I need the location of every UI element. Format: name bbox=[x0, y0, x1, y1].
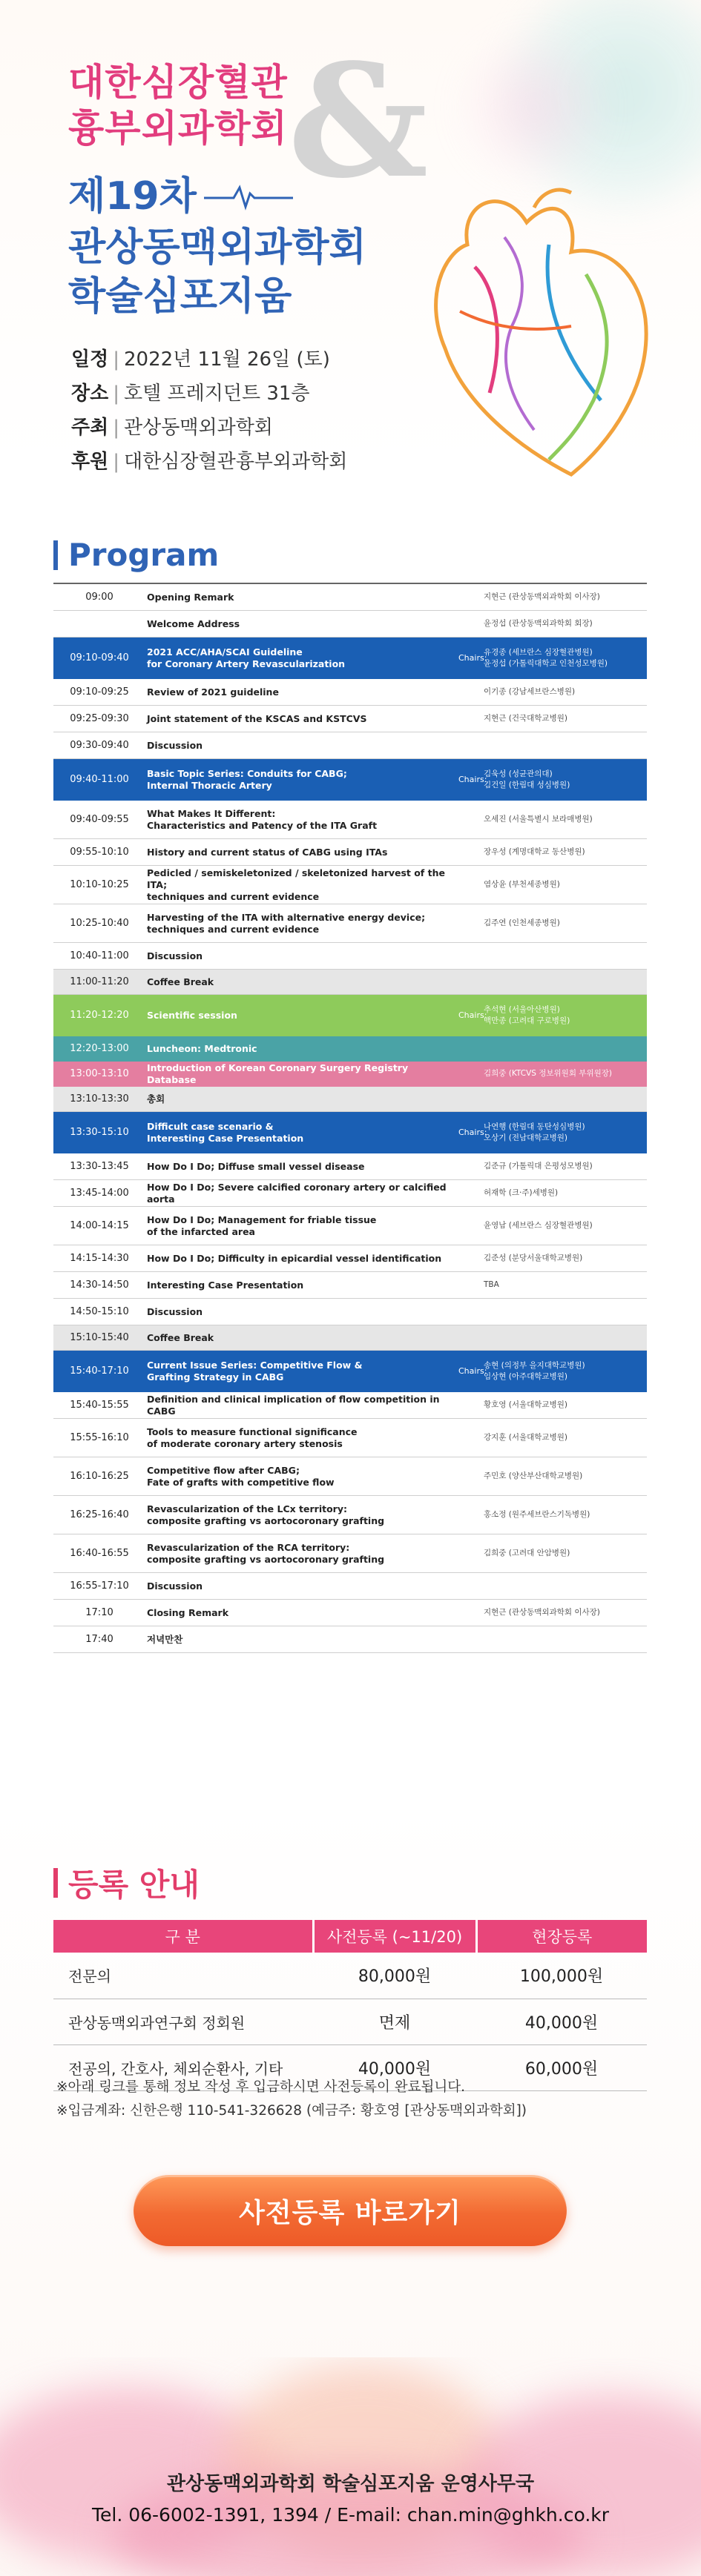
program-row bbox=[53, 638, 647, 679]
program-row bbox=[53, 1272, 647, 1299]
program-row bbox=[53, 1626, 647, 1653]
program-time: 14:30-14:50 bbox=[70, 1279, 129, 1291]
program-speaker: 추석현 (서울아산병원) 백만종 (고려대 구로병원) bbox=[484, 1004, 570, 1025]
program-row bbox=[53, 1062, 647, 1087]
program-row bbox=[53, 1496, 647, 1534]
registration-table bbox=[53, 1920, 647, 2091]
program-session: Basic Topic Series: Conduits for CABG; Internal Thoracic Artery bbox=[147, 767, 347, 791]
program-time: 10:10-10:25 bbox=[70, 879, 129, 890]
program-time: 09:30-09:40 bbox=[70, 740, 129, 751]
program-time: 15:40-15:55 bbox=[70, 1400, 129, 1411]
program-row bbox=[53, 801, 647, 839]
organizer-line-1: 대한심장혈관 bbox=[68, 61, 288, 104]
footer-watercolor bbox=[0, 2357, 701, 2576]
program-time: 09:40-09:55 bbox=[70, 814, 129, 825]
program-speaker: 주민호 (양산부산대학교병원) bbox=[484, 1471, 583, 1480]
note-line: ※입금계좌: 신한은행 110-541-326628 (예금주: 황호영 [관상동맥외과학회]) bbox=[56, 2103, 527, 2119]
header-pre-registration: 사전등록 (~11/20) bbox=[313, 1920, 476, 1953]
program-time: 09:00 bbox=[85, 592, 113, 603]
program-time: 17:40 bbox=[85, 1634, 113, 1645]
program-speaker bbox=[484, 1637, 647, 1643]
program-speaker: 황호영 (서울대학교병원) bbox=[484, 1400, 567, 1409]
program-time: 16:10-16:25 bbox=[70, 1471, 129, 1482]
program-row bbox=[53, 995, 647, 1036]
program-speaker bbox=[484, 953, 647, 959]
program-session: Discussion bbox=[147, 1305, 203, 1317]
program-row bbox=[53, 1299, 647, 1325]
watercolor-decoration bbox=[456, 30, 612, 185]
program-row bbox=[53, 1325, 647, 1351]
program-session: Revascularization of the RCA territory: composite grafting vs aortocoronary grafting bbox=[147, 1541, 385, 1565]
header-onsite-registration: 현장등록 bbox=[476, 1920, 647, 1953]
registration-section-title: 등록 안내 bbox=[53, 1861, 200, 1905]
fee-pre: 면제 bbox=[313, 1999, 476, 2044]
program-chairs-label: Chairs: bbox=[458, 1366, 487, 1376]
program-row bbox=[53, 1112, 647, 1153]
program-chairs-label: Chairs: bbox=[458, 1010, 487, 1020]
program-table bbox=[53, 583, 647, 1653]
program-speaker: 염상윤 (부천세종병원) bbox=[484, 880, 560, 889]
program-row bbox=[53, 1036, 647, 1062]
program-session: Introduction of Korean Coronary Surgery Registry Database bbox=[147, 1062, 409, 1085]
fee-pre: 80,000원 bbox=[313, 1953, 476, 1999]
program-row bbox=[53, 706, 647, 732]
fee-onsite: 40,000원 bbox=[476, 1999, 647, 2044]
program-speaker bbox=[484, 1335, 647, 1341]
title-line-3: 학술심포지움 bbox=[68, 274, 292, 319]
program-session: Scientific session bbox=[147, 1009, 237, 1021]
program-row bbox=[53, 1153, 647, 1180]
fee-onsite: 60,000원 bbox=[476, 2044, 647, 2090]
program-session: Pedicled / semiskeletonized / skeletonized harvest of the ITA; techniques and current evidence bbox=[147, 867, 445, 902]
program-speaker bbox=[484, 979, 647, 985]
program-time: 14:00-14:15 bbox=[70, 1220, 129, 1231]
program-session: Definition and clinical implication of flow competition in CABG bbox=[147, 1393, 440, 1417]
table-row bbox=[53, 1999, 647, 2044]
program-time: 13:30-15:10 bbox=[70, 1127, 129, 1138]
program-row bbox=[53, 904, 647, 943]
program-time: 11:00-11:20 bbox=[70, 976, 129, 987]
program-time: 14:50-15:10 bbox=[70, 1306, 129, 1317]
title-line-1: 제19차 bbox=[68, 172, 366, 223]
program-chairs-label: Chairs: bbox=[458, 775, 487, 784]
pre-registration-button[interactable]: 사전등록 바로가기 bbox=[134, 2175, 567, 2246]
program-session: How Do I Do; Difficulty in epicardial vessel identification bbox=[147, 1252, 442, 1264]
program-row bbox=[53, 611, 647, 638]
program-speaker bbox=[484, 1309, 647, 1315]
program-session: What Makes It Different: Characteristics and Patency of the ITA Graft bbox=[147, 807, 378, 831]
program-row bbox=[53, 1087, 647, 1112]
program-session: 2021 ACC/AHA/SCAI Guideline for Coronary Artery Revascularization bbox=[147, 646, 346, 669]
program-row bbox=[53, 732, 647, 759]
program-time: 16:55-17:10 bbox=[70, 1580, 129, 1592]
program-speaker: 송현 (의정부 을지대학교병원) 임상현 (아주대학교병원) bbox=[484, 1360, 585, 1381]
footer-contact: Tel. 06-6002-1391, 1394 / E-mail: chan.min@ghkh.co.kr bbox=[91, 2504, 610, 2526]
program-speaker: 유경종 (세브란스 심장혈관병원) 윤정섭 (가톨릭대학교 인천성모병원) bbox=[484, 647, 608, 668]
fee-pre: 40,000원 bbox=[313, 2044, 476, 2090]
program-speaker bbox=[484, 1583, 647, 1589]
program-speaker: 김희중 (고려대 안암병원) bbox=[484, 1549, 570, 1557]
program-speaker bbox=[484, 1096, 647, 1102]
program-session: Difficult case scenario & Interesting Case Presentation bbox=[147, 1120, 304, 1144]
program-speaker: TBA bbox=[484, 1280, 499, 1289]
program-session: Coffee Break bbox=[147, 976, 214, 987]
program-session: Coffee Break bbox=[147, 1331, 214, 1343]
event-title bbox=[68, 172, 366, 321]
program-time: 10:25-10:40 bbox=[70, 918, 129, 929]
info-host: 주최 | 관상동맥외과학회 bbox=[71, 417, 273, 439]
program-row bbox=[53, 759, 647, 801]
program-session: Discussion bbox=[147, 1580, 203, 1592]
program-time: 15:55-16:10 bbox=[70, 1432, 129, 1443]
program-row bbox=[53, 1207, 647, 1245]
fee-category: 전문의 bbox=[53, 1953, 313, 1999]
fee-onsite: 100,000원 bbox=[476, 1953, 647, 1999]
ecg-icon bbox=[204, 174, 293, 223]
program-session: Welcome Address bbox=[147, 617, 240, 629]
program-speaker: 지현근 (건국대학교병원) bbox=[484, 714, 567, 723]
program-time: 09:25-09:30 bbox=[70, 713, 129, 724]
program-time: 15:40-17:10 bbox=[70, 1365, 129, 1377]
header bbox=[0, 0, 701, 519]
program-time: 11:20-12:20 bbox=[70, 1010, 129, 1021]
program-session: Current Issue Series: Competitive Flow & Grafting Strategy in CABG bbox=[147, 1359, 363, 1383]
program-session: Closing Remark bbox=[147, 1606, 229, 1618]
event-info bbox=[71, 342, 347, 479]
program-row bbox=[53, 1419, 647, 1457]
program-time: 13:30-13:45 bbox=[70, 1161, 129, 1172]
program-speaker: 지현근 (관상동맥외과학회 이사장) bbox=[484, 592, 600, 601]
note-line: ※아래 링크를 통해 정보 작성 후 입금하시면 사전등록이 완료됩니다. bbox=[56, 2079, 465, 2095]
program-session: 저녁만찬 bbox=[147, 1633, 183, 1645]
program-row bbox=[53, 1600, 647, 1626]
program-speaker: 오세진 (서울특별시 보라매병원) bbox=[484, 815, 593, 824]
program-row bbox=[53, 1573, 647, 1600]
info-sponsor: 후원 | 대한심장혈관흉부외과학회 bbox=[71, 451, 348, 473]
info-date: 일정 | 2022년 11월 26일 (토) bbox=[71, 348, 330, 371]
program-session: Tools to measure functional significance of moderate coronary artery stenosis bbox=[147, 1426, 358, 1449]
program-session: Review of 2021 guideline bbox=[147, 686, 279, 698]
program-row bbox=[53, 584, 647, 611]
program-row bbox=[53, 1534, 647, 1573]
program-time: 13:00-13:10 bbox=[70, 1068, 129, 1079]
program-session: Competitive flow after CABG; Fate of grafts with competitive flow bbox=[147, 1464, 335, 1488]
program-speaker: 강지훈 (서울대학교병원) bbox=[484, 1433, 567, 1442]
program-speaker: 장우성 (계명대학교 동산병원) bbox=[484, 847, 585, 856]
program-time: 16:25-16:40 bbox=[70, 1509, 129, 1520]
program-speaker: 김준성 (분당서울대학교병원) bbox=[484, 1254, 583, 1262]
registration-header-row bbox=[53, 1920, 647, 1953]
program-session: Discussion bbox=[147, 739, 203, 751]
fee-category: 전공의, 간호사, 체외순환사, 기타 bbox=[53, 2044, 313, 2090]
program-session: Opening Remark bbox=[147, 591, 234, 603]
organizer-line-2: 흉부외과학회 bbox=[68, 107, 288, 150]
program-row bbox=[53, 1351, 647, 1392]
program-time: 09:10-09:25 bbox=[70, 686, 129, 698]
program-speaker: 김주연 (인천세종병원) bbox=[484, 918, 560, 927]
program-session: Discussion bbox=[147, 950, 203, 961]
program-row bbox=[53, 839, 647, 866]
program-time: 10:40-11:00 bbox=[70, 950, 129, 961]
program-row bbox=[53, 1457, 647, 1496]
program-row bbox=[53, 679, 647, 706]
program-speaker: 김욱성 (성균관의대) 김건일 (한림대 성심병원) bbox=[484, 769, 570, 789]
heart-illustration-icon bbox=[415, 178, 668, 492]
program-session: Joint statement of the KSCAS and KSTCVS bbox=[147, 712, 367, 724]
program-row bbox=[53, 943, 647, 970]
program-speaker: 이기종 (강남세브란스병원) bbox=[484, 687, 576, 696]
footer-office-name: 관상동맥외과학회 학술심포지움 운영사무국 bbox=[166, 2473, 535, 2495]
program-time: 14:15-14:30 bbox=[70, 1253, 129, 1264]
ampersand-mark: & bbox=[288, 30, 429, 213]
program-speaker: 나연행 (한림대 동탄성심병원) 오상기 (전남대학교병원) bbox=[484, 1122, 585, 1142]
program-row bbox=[53, 866, 647, 904]
program-session: 총회 bbox=[147, 1093, 165, 1105]
program-speaker: 지현근 (관상동맥외과학회 이사장) bbox=[484, 1608, 600, 1617]
program-session: Interesting Case Presentation bbox=[147, 1279, 304, 1291]
program-chairs-label: Chairs: bbox=[458, 653, 487, 663]
program-row bbox=[53, 970, 647, 995]
program-speaker: 윤영남 (세브란스 심장혈관병원) bbox=[484, 1221, 593, 1230]
program-speaker: 김희중 (KTCVS 정보위원회 부위원장) bbox=[484, 1069, 612, 1078]
program-time: 13:10-13:30 bbox=[70, 1093, 129, 1105]
program-session: How Do I Do; Management for friable tissue of the infarcted area bbox=[147, 1213, 377, 1237]
program-session: How Do I Do; Diffuse small vessel disease bbox=[147, 1160, 365, 1172]
header-category: 구 분 bbox=[53, 1920, 313, 1953]
program-session: Harvesting of the ITA with alternative energy device; techniques and current evidence bbox=[147, 911, 426, 935]
program-speaker bbox=[484, 1046, 647, 1052]
program-time: 16:40-16:55 bbox=[70, 1548, 129, 1559]
organizer-name bbox=[68, 59, 288, 151]
program-time: 17:10 bbox=[85, 1607, 113, 1618]
registration-notes bbox=[56, 2076, 527, 2123]
program-row bbox=[53, 1180, 647, 1207]
program-time: 15:10-15:40 bbox=[70, 1332, 129, 1343]
program-chairs-label: Chairs: bbox=[458, 1128, 487, 1137]
title-line-2: 관상동맥외과학회 bbox=[68, 225, 366, 270]
fee-category: 관상동맥외과연구회 정회원 bbox=[53, 1999, 313, 2044]
program-time: 12:20-13:00 bbox=[70, 1043, 129, 1054]
table-row bbox=[53, 1953, 647, 1999]
program-speaker: 윤정섭 (관상동맥외과학회 회장) bbox=[484, 619, 593, 628]
program-speaker: 허재학 (크·주)세병원) bbox=[484, 1188, 559, 1197]
program-session: History and current status of CABG using ITAs bbox=[147, 846, 388, 858]
program-row bbox=[53, 1392, 647, 1419]
program-row bbox=[53, 1245, 647, 1272]
info-venue: 장소 | 호텔 프레지던트 31층 bbox=[71, 383, 310, 405]
program-session: Luncheon: Medtronic bbox=[147, 1042, 257, 1054]
program-speaker: 홍소정 (원주세브란스기독병원) bbox=[484, 1510, 590, 1519]
program-speaker: 김준규 (가톨릭대 은평성모병원) bbox=[484, 1162, 593, 1171]
program-time: 09:55-10:10 bbox=[70, 847, 129, 858]
program-time: 09:40-11:00 bbox=[70, 774, 129, 785]
program-time: 09:10-09:40 bbox=[70, 652, 129, 663]
program-time: 13:45-14:00 bbox=[70, 1188, 129, 1199]
program-section-title: Program bbox=[53, 537, 219, 573]
program-session: Revascularization of the LCx territory: composite grafting vs aortocoronary grafting bbox=[147, 1503, 385, 1526]
program-speaker bbox=[484, 743, 647, 749]
program-session: How Do I Do; Severe calcified coronary artery or calcified aorta bbox=[147, 1181, 447, 1205]
